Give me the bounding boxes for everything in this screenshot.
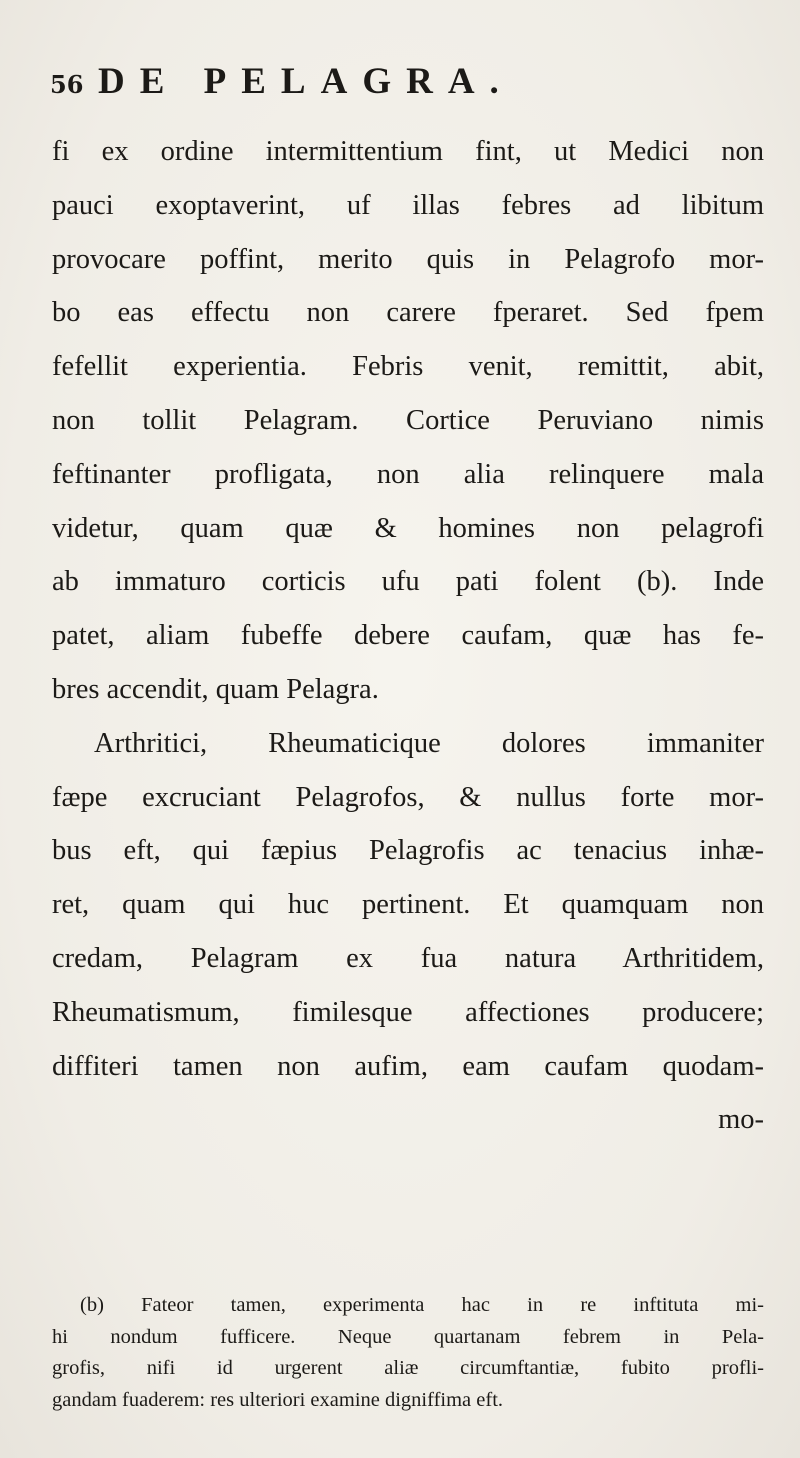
- text-line: bres accendit, quam Pelagra.: [52, 673, 379, 705]
- catchword: mo-: [718, 1104, 764, 1136]
- footnote: [52, 1290, 764, 1416]
- main-text: [52, 125, 764, 1147]
- text-line: provocare poffint, merito quis in Pelagrofo mor-: [52, 243, 764, 275]
- text-line: ab immaturo corticis ufu pati folent (b). Inde: [52, 566, 764, 598]
- footnote-line: grofis, nifi id urgerent aliæ circumftantiæ, fubito profli-: [52, 1357, 764, 1379]
- text-line: diffiteri tamen non aufim, eam caufam quodam-: [52, 1050, 764, 1082]
- text-line: pauci exoptaverint, uf illas febres ad libitum: [52, 189, 764, 221]
- text-line: bo eas effectu non carere fperaret. Sed fpem: [52, 297, 764, 329]
- text-line: videtur, quam quæ & homines non pelagrofi: [52, 512, 764, 544]
- text-line: patet, aliam fubeffe debere caufam, quæ has fe-: [52, 620, 764, 652]
- page-number: 56: [50, 70, 84, 99]
- text-line: non tollit Pelagram. Cortice Peruviano nimis: [52, 404, 764, 436]
- footnote-line: gandam fuaderem: res ulteriori examine digniffima eft.: [52, 1388, 504, 1411]
- text-line: fæpe excruciant Pelagrofos, & nullus forte mor-: [52, 781, 764, 813]
- text-line: ret, quam qui huc pertinent. Et quamquam non: [52, 889, 764, 921]
- text-line: feftinanter profligata, non alia relinquere mala: [52, 458, 764, 490]
- running-title: DE PELAGRA.: [98, 61, 514, 102]
- footnote-line: hi nondum fufficere. Neque quartanam febrem in Pela-: [52, 1325, 764, 1348]
- text-line: Arthritici, Rheumaticique dolores immaniter: [94, 727, 764, 759]
- footnote-line: (b) Fateor tamen, experimenta hac in re inftituta mi-: [80, 1294, 764, 1316]
- text-line: Rheumatismum, fimilesque affectiones producere;: [52, 996, 764, 1028]
- text-line: fi ex ordine intermittentium fint, ut Medici non: [52, 136, 764, 167]
- text-line: bus eft, qui fæpius Pelagrofis ac tenacius inhæ-: [52, 835, 764, 867]
- text-line: credam, Pelagram ex fua natura Arthritidem,: [52, 942, 764, 974]
- page-header: [50, 50, 770, 110]
- text-line: fefellit experientia. Febris venit, remittit, abit,: [52, 351, 764, 383]
